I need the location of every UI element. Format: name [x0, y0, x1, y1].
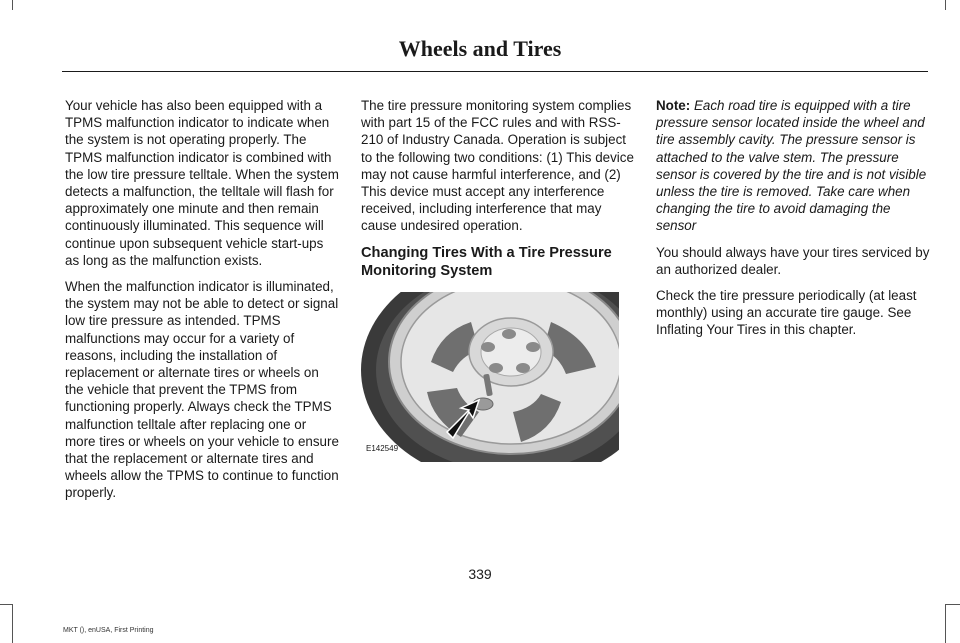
crop-mark-left-vertical [12, 604, 13, 643]
header-divider [62, 71, 928, 72]
column-3 [656, 97, 930, 348]
page-number: 339 [468, 566, 492, 582]
dealer-service-paragraph: You should always have your tires serviced by an authorized dealer. [656, 244, 930, 277]
figure-code: E142549 [366, 444, 399, 454]
section-heading: Changing Tires With a Tire Pressure Monitoring System [361, 244, 612, 279]
tpms-malfunction-paragraph: Your vehicle has also been equipped with a TPMS malfunction indicator to indicate when the system is not operating properly. The TPMS malfunction indicator is combined with the low tire pressure telltale. When the system detects a malfunction, the telltale will flash for approximately one minute and then remain continuously illuminated. This sequence will continue upon subsequent vehicle start-ups as long as the malfunction exists. [65, 98, 339, 268]
pressure-check-paragraph: Check the tire pressure periodically (at least monthly) using an accurate tire gauge. See Inflating Your Tires in this chapter. [656, 288, 917, 338]
note-label: Note: [656, 98, 691, 113]
note-text: Each road tire is equipped with a tire pressure sensor located inside the wheel and tire assembly cavity. The pressure sensor is attached to the valve stem. The pressure sensor is covered by the tire and is not visible unless the tire is removed. Take care when changing the tire to avoid damaging the sensor [656, 98, 927, 234]
crop-mark-top-right [945, 0, 946, 10]
wheel-illustration-icon [361, 292, 619, 462]
column-2 [361, 97, 635, 462]
crop-mark-left-horizontal [0, 604, 13, 605]
crop-mark-top-left [12, 0, 13, 10]
column-1 [65, 97, 339, 511]
printing-info: MKT (), enUSA, First Printing [63, 627, 154, 634]
malfunction-illuminated-paragraph: When the malfunction indicator is illuminated, the system may not be able to detect or signal low tire pressure as intended. TPMS malfunctions may occur for a variety of reasons, including the installation of replacement or alternate tires or wheels on the vehicle that prevent the TPMS from functioning properly. Always check the TPMS malfunction telltale after replacing one or more tires or wheels on your vehicle to ensure that the replacement or alternate tires and wheels allow the TPMS to continue to function properly. [65, 279, 339, 501]
note-paragraph [656, 97, 930, 235]
fcc-compliance-paragraph: The tire pressure monitoring system complies with part 15 of the FCC rules and with RSS-210 of Industry Canada. Operation is subject to the following two conditions: (1) This device may not cause harmful interference, and (2) This device must accept any interference received, including interference that may cause undesired operation. [361, 98, 634, 234]
wheel-valve-figure [361, 292, 619, 462]
page-header-title: Wheels and Tires [398, 36, 562, 61]
crop-mark-right-horizontal [945, 604, 960, 605]
crop-mark-right-vertical [945, 604, 946, 643]
